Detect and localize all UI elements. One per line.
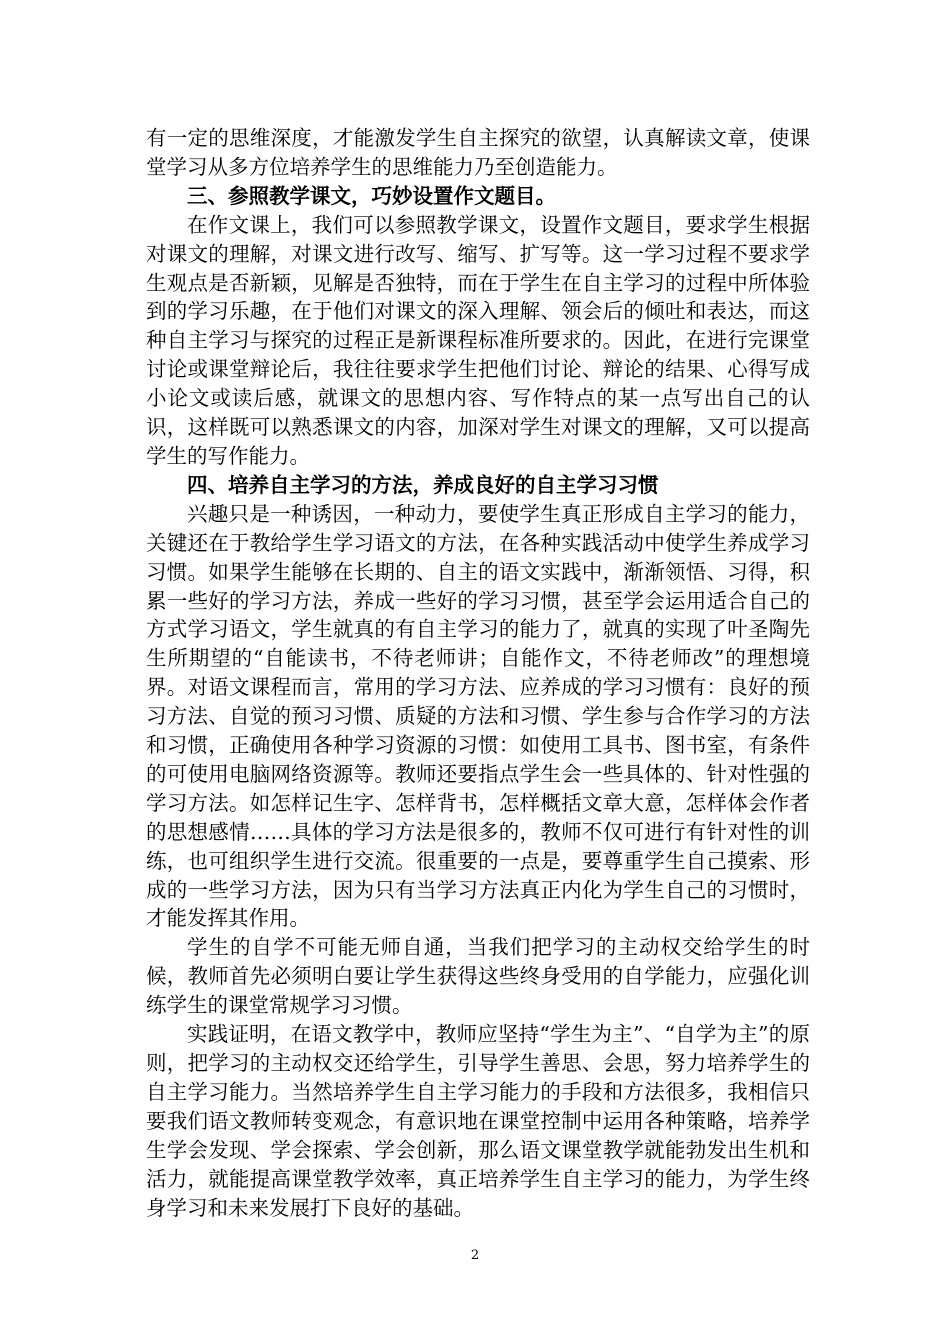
section-heading-3: 三、参照教学课文，巧妙设置作文题目。 <box>187 183 556 208</box>
body-text <box>146 124 810 1222</box>
paragraph-continuation: 有一定的思维深度，才能激发学生自主探究的欲望，认真解读文章，使课堂学习从多方位培养学生的思维能力乃至创造能力。 <box>146 126 810 179</box>
paragraph-learning-methods: 兴趣只是一种诱因，一种动力，要使学生真正形成自主学习的能力，关键还在于教给学生学习语文的方法，在各种实践活动中使学生养成学习习惯。如果学生能够在长期的、自主的语文实践中，渐渐领悟、习得，积累一些好的学习方法，养成一些好的学习习惯，甚至学会运用适合自己的方式学习语文，学生就真的有自主学习的能力了，就真的实现了叶圣陶先生所期望的“自能读书，不待老师讲；自能作文，不待老师改”的理想境界。对语文课程而言，常用的学习方法、应养成的学习习惯有：良好的预习方法、自觉的预习习惯、质疑的方法和习惯、学生参与合作学习的方法和习惯，正确使用各种学习资源的习惯：如使用工具书、图书室，有条件的可使用电脑网络资源等。教师还要指点学生会一些具体的、针对性强的学习方法。如怎样记生字、怎样背书，怎样概括文章大意，怎样体会作者的思想感情……具体的学习方法是很多的，教师不仅可进行有针对性的训练，也可组织学生进行交流。很重要的一点是，要尊重学生自己摸索、形成的一些学习方法，因为只有当学习方法真正内化为学生自己的习惯时，才能发挥其作用。 <box>146 501 810 931</box>
paragraph-self-study: 学生的自学不可能无师自通，当我们把学习的主动权交给学生的时候，教师首先必须明白要让学生获得这些终身受用的自学能力，应强化训练学生的课堂常规学习习惯。 <box>146 935 810 1018</box>
section-heading-4: 四、培养自主学习的方法，养成良好的自主学习习惯 <box>187 472 659 497</box>
paragraph-composition: 在作文课上，我们可以参照教学课文，设置作文题目，要求学生根据对课文的理解，对课文进行改写、缩写、扩写等。这一学习过程不要求学生观点是否新颖，见解是否独特，而在于学生在自主学习的过程中所体验到的学习乐趣，在于他们对课文的深入理解、领会后的倾吐和表达，而这种自主学习与探究的过程正是新课程标准所要求的。因此，在进行完课堂讨论或课堂辩论后，我往往要求学生把他们讨论、辩论的结果、心得写成小论文或读后感，就课文的思想内容、写作特点的某一点写出自己的认识，这样既可以熟悉课文的内容，加深对学生对课文的理解，又可以提高学生的写作能力。 <box>146 212 810 468</box>
page-number: 2 <box>470 1248 480 1263</box>
paragraph-conclusion: 实践证明，在语文教学中，教师应坚持“学生为主”、“自学为主”的原则，把学习的主动权交还给学生，引导学生善思、会思，努力培养学生的自主学习能力。当然培养学生自主学习能力的手段和方法很多，我相信只要我们语文教师转变观念，有意识地在课堂控制中运用各种策略，培养学生学会发现、学会探索、学会创新，那么语文课堂教学就能勃发出生机和活力，就能提高课堂教学效率，真正培养学生自主学习的能力，为学生终身学习和未来发展打下良好的基础。 <box>146 1022 810 1220</box>
